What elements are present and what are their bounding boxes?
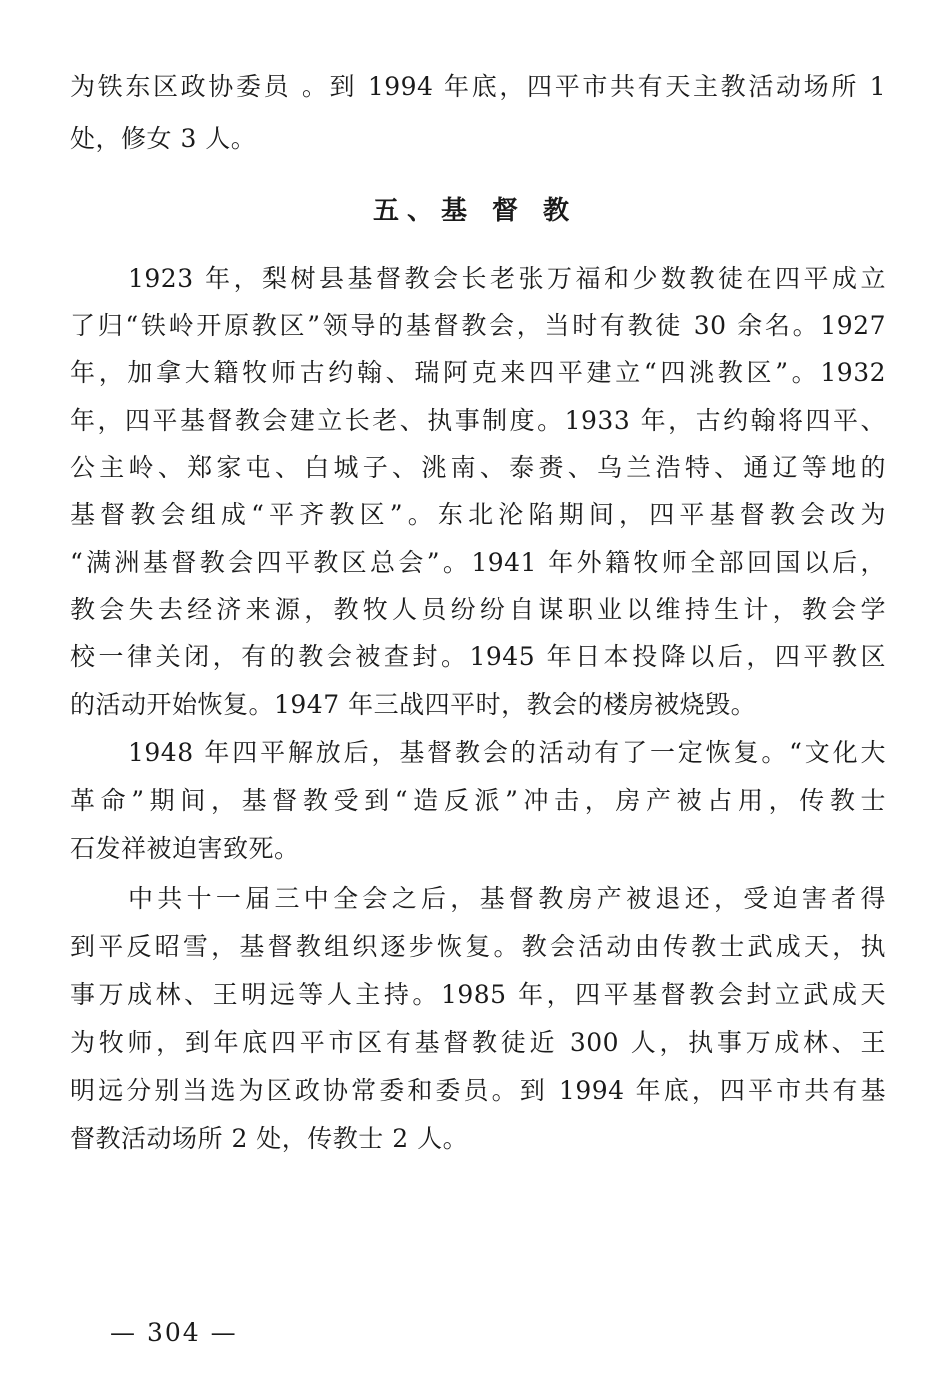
text-line: 为铁东区政协委员 。到 1994 年底，四平市共有天主教活动场所 1 [70, 72, 886, 101]
text-line: 教会失去经济来源，教牧人员纷纷自谋职业以维持生计，教会学 [70, 595, 886, 624]
text-line: 公主岭、郑家屯、白城子、洮南、泰赉、乌兰浩特、通辽等地的 [70, 453, 886, 482]
text-line: 为牧师，到年底四平市区有基督教徒近 300 人，执事万成林、王 [70, 1028, 886, 1057]
text-line: 石发祥被迫害致死。 [70, 834, 300, 863]
text-line: 明远分别当选为区政协常委和委员。到 1994 年底，四平市共有基 [70, 1076, 886, 1105]
text-line: “满洲基督教会四平教区总会”。1941 年外籍牧师全部回国以后， [70, 548, 886, 577]
text-line: 到平反昭雪，基督教组织逐步恢复。教会活动由传教士武成天，执 [70, 932, 886, 961]
text-line: 年，四平基督教会建立长老、执事制度。1933 年，古约翰将四平、 [70, 406, 886, 435]
text-line: 事万成林、王明远等人主持。1985 年，四平基督教会封立武成天 [70, 980, 886, 1009]
page-number: — 304 — [110, 1318, 238, 1347]
text-line: 校一律关闭，有的教会被查封。1945 年日本投降以后，四平教区 [70, 642, 886, 671]
text-line: 的活动开始恢复。1947 年三战四平时，教会的楼房被烧毁。 [70, 690, 757, 719]
text-line: 了归“铁岭开原教区”领导的基督教会，当时有教徒 30 余名。1927 [70, 311, 886, 340]
section-heading: 五、基 督 教 [372, 196, 578, 226]
text-line: 中共十一届三中全会之后，基督教房产被退还，受迫害者得 [128, 884, 886, 913]
text-line: 革命”期间，基督教受到“造反派”冲击，房产被占用，传教士 [70, 786, 886, 815]
text-line: 1948 年四平解放后，基督教会的活动有了一定恢复。“文化大 [128, 738, 886, 767]
text-line: 基督教会组成“平齐教区”。东北沦陷期间，四平基督教会改为 [70, 500, 886, 529]
text-line: 年，加拿大籍牧师古约翰、瑞阿克来四平建立“四洮教区”。1932 [70, 358, 886, 387]
text-line: 督教活动场所 2 处，传教士 2 人。 [70, 1124, 469, 1153]
text-line: 处，修女 3 人。 [70, 124, 257, 153]
text-line: 1923 年，梨树县基督教会长老张万福和少数教徒在四平成立 [128, 264, 886, 293]
